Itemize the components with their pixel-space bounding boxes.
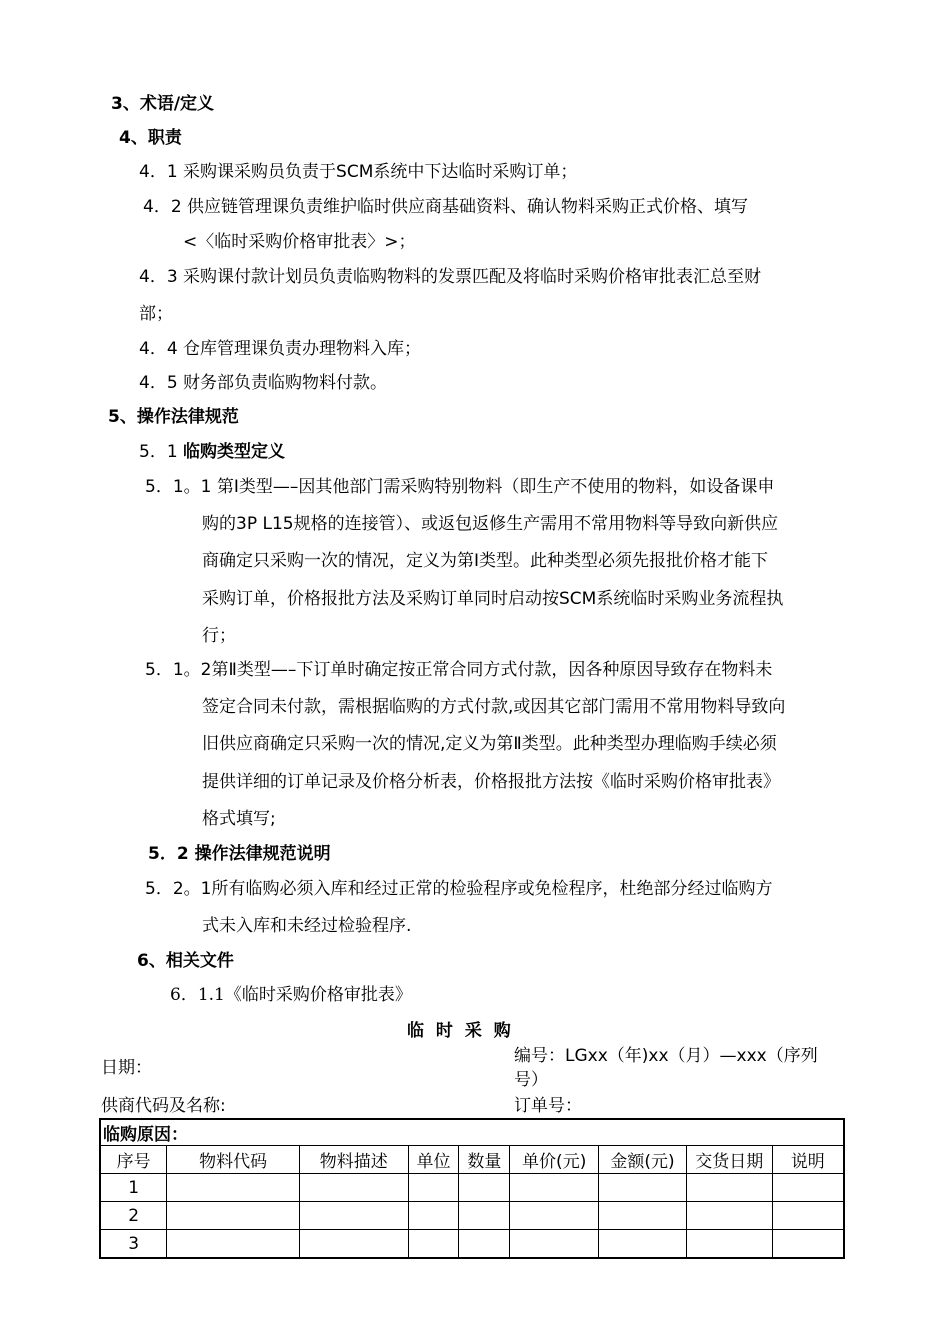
- supplier-label: 供商代码及名称:: [101, 1096, 226, 1116]
- column-header: 物料代码: [167, 1146, 300, 1174]
- section-3-heading: 3、术语/定义: [111, 94, 215, 114]
- column-header: 金额(元): [599, 1146, 687, 1174]
- section-5-1-1-line: 行；: [202, 626, 236, 646]
- section-5-1-1-line: 商确定只采购一次的情况，定义为第Ⅰ类型。此种类型必须先报批价格才能下: [202, 551, 769, 571]
- order-number-label: 订单号：: [514, 1096, 582, 1116]
- approval-form-table: [99, 1118, 845, 1259]
- section-5-1-2-line: 格式填写;: [202, 809, 276, 829]
- code-label-line2: 号）: [514, 1070, 548, 1090]
- section-5-1-number: 5．1: [139, 442, 184, 462]
- column-header: 说明: [772, 1146, 844, 1174]
- section-5-2-heading: 5．2 操作法律规范说明: [148, 844, 331, 864]
- table-cell: [599, 1230, 687, 1259]
- column-header: 单价(元): [510, 1146, 599, 1174]
- purchase-reason-label: 临购原因：: [100, 1119, 844, 1146]
- section-5-1-1-line: 5．1。1 第Ⅰ类型—–因其他部门需采购特别物料（即生产不使用的物料，如设备课申: [145, 477, 775, 497]
- section-5-1-2-line: 旧供应商确定只采购一次的情况,定义为第Ⅱ类型。此种类型办理临购手续必须: [202, 734, 777, 754]
- section-5-2-1-line: 5．2。1所有临购必须入库和经过正常的检验程序或免检程序，杜绝部分经过临购方: [145, 879, 773, 899]
- section-4-5: 4．5 财务部负责临购物料付款。: [139, 373, 388, 393]
- table-cell: [167, 1230, 300, 1259]
- table-cell: [459, 1202, 510, 1230]
- table-header-row: [100, 1146, 844, 1174]
- table-row: [100, 1174, 844, 1202]
- table-row: [100, 1202, 844, 1230]
- form-title: 临 时 采 购: [407, 1021, 514, 1041]
- section-5-2-1-line: 式未入库和未经过检验程序.: [202, 916, 412, 936]
- section-4-4: 4．4 仓库管理课负责办理物料入库；: [139, 339, 422, 359]
- table-cell: [686, 1202, 772, 1230]
- column-header: 序号: [100, 1146, 167, 1174]
- table-cell: [599, 1202, 687, 1230]
- code-label-line1: 编号：LGxx（年)xx（月）—xxx（序列: [514, 1046, 818, 1066]
- table-cell: [510, 1174, 599, 1202]
- table-cell: 1: [100, 1174, 167, 1202]
- table-cell: [599, 1174, 687, 1202]
- table-cell: [408, 1202, 459, 1230]
- table-cell: [686, 1174, 772, 1202]
- table-cell: [772, 1174, 844, 1202]
- section-6-heading: 6、相关文件: [137, 951, 234, 971]
- table-cell: [299, 1202, 408, 1230]
- table-cell: [459, 1174, 510, 1202]
- table-cell: 2: [100, 1202, 167, 1230]
- section-5-1-2-line: 签定合同未付款，需根据临购的方式付款,或因其它部门需用不常用物料导致向: [202, 697, 786, 717]
- column-header: 数量: [459, 1146, 510, 1174]
- table-cell: [299, 1174, 408, 1202]
- table-cell: [167, 1174, 300, 1202]
- table-cell: [408, 1230, 459, 1259]
- section-6-1-1: 6．1.1《临时采购价格审批表》: [170, 985, 412, 1005]
- table-cell: 3: [100, 1230, 167, 1259]
- section-4-3-line1: 4．3 采购课付款计划员负责临购物料的发票匹配及将临时采购价格审批表汇总至财: [139, 267, 762, 287]
- column-header: 物料描述: [299, 1146, 408, 1174]
- section-5-heading: 5、操作法律规范: [108, 407, 239, 427]
- section-5-1-title: 临购类型定义: [183, 442, 286, 462]
- section-5-1-heading: [139, 441, 285, 463]
- section-4-1: 4．1 采购课采购员负责于SCM系统中下达临时采购订单；: [139, 162, 578, 182]
- table-cell: [167, 1202, 300, 1230]
- section-5-1-2-line: 5．1。2第Ⅱ类型—–下订单时确定按正常合同方式付款，因各种原因导致存在物料未: [145, 660, 773, 680]
- section-4-2-line2: <〈临时采购价格审批表〉>；: [183, 232, 416, 252]
- column-header: 交货日期: [686, 1146, 772, 1174]
- table-cell: [772, 1230, 844, 1259]
- section-5-1-1-line: 购的3P L15规格的连接管）、或返包返修生产需用不常用物料等导致向新供应: [202, 514, 779, 534]
- date-label: 日期：: [101, 1058, 152, 1078]
- table-cell: [510, 1202, 599, 1230]
- section-5-1-1-line: 采购订单，价格报批方法及采购订单同时启动按SCM系统临时采购业务流程执: [202, 589, 784, 609]
- table-cell: [299, 1230, 408, 1259]
- table-row: [100, 1230, 844, 1259]
- table-cell: [686, 1230, 772, 1259]
- table-cell: [772, 1202, 844, 1230]
- section-4-2-line1: 4．2 供应链管理课负责维护临时供应商基础资料、确认物料采购正式价格、填写: [143, 197, 749, 217]
- section-4-heading: 4、职责: [119, 128, 182, 148]
- column-header: 单位: [408, 1146, 459, 1174]
- table-cell: [408, 1174, 459, 1202]
- table-cell: [459, 1230, 510, 1259]
- section-5-1-2-line: 提供详细的订单记录及价格分析表，价格报批方法按《临时采购价格审批表》: [202, 772, 780, 792]
- section-4-3-line2: 部；: [139, 304, 173, 324]
- table-cell: [510, 1230, 599, 1259]
